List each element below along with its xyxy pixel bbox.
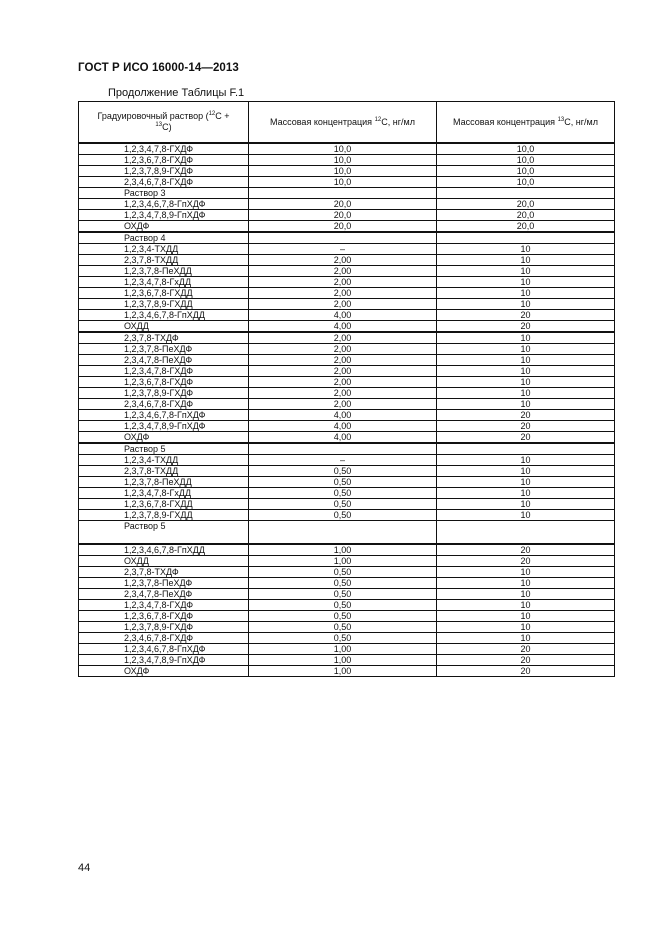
- conc-12c-cell: 0,50: [249, 488, 437, 499]
- table-group-row: [79, 232, 615, 244]
- compound-cell: ОХДД: [79, 321, 249, 333]
- table-row: [79, 477, 615, 488]
- header-mass-conc-13c: Массовая концентрация $^{13}$C, нг/мл: [437, 102, 615, 144]
- compound-cell: 1,2,3,7,8,9-ГХДФ: [79, 388, 249, 399]
- compound-cell: ОХДФ: [79, 221, 249, 233]
- conc-12c-cell: 2,00: [249, 344, 437, 355]
- conc-13c-cell: 10: [437, 366, 615, 377]
- conc-12c-cell: 4,00: [249, 410, 437, 421]
- compound-cell: 1,2,3,4,6,7,8-ГпХДД: [79, 544, 249, 556]
- conc-13c-cell: 20: [437, 410, 615, 421]
- conc-12c-cell: 0,50: [249, 622, 437, 633]
- table-row: [79, 578, 615, 589]
- table-row: [79, 143, 615, 155]
- compound-cell: 2,3,4,6,7,8-ГХДФ: [79, 399, 249, 410]
- conc-12c-cell: 1,00: [249, 544, 437, 556]
- conc-12c-cell: 0,50: [249, 600, 437, 611]
- conc-13c-cell: 10: [437, 589, 615, 600]
- conc-13c-cell: 10: [437, 388, 615, 399]
- compound-cell: 1,2,3,4,7,8-ГХДФ: [79, 366, 249, 377]
- table-row: [79, 510, 615, 521]
- table-row: [79, 321, 615, 333]
- conc-12c-cell: 1,00: [249, 644, 437, 655]
- header-calibration-solution: Градуировочный раствор ($^{12}$C + $^{13}$C): [79, 102, 249, 144]
- conc-12c-cell: [249, 443, 437, 455]
- conc-13c-cell: 20: [437, 544, 615, 556]
- table-row: [79, 633, 615, 644]
- table-row: [79, 288, 615, 299]
- conc-13c-cell: 10: [437, 466, 615, 477]
- conc-13c-cell: 10: [437, 510, 615, 521]
- conc-13c-cell: 10: [437, 578, 615, 589]
- table-row: [79, 299, 615, 310]
- conc-13c-cell: 10: [437, 477, 615, 488]
- table-row: [79, 644, 615, 655]
- conc-12c-cell: 4,00: [249, 421, 437, 432]
- compound-cell: 1,2,3,4,6,7,8-ГпХДФ: [79, 199, 249, 210]
- conc-13c-cell: [437, 443, 615, 455]
- conc-13c-cell: 20: [437, 310, 615, 321]
- table-group-row: [79, 521, 615, 545]
- compound-cell: ОХДФ: [79, 666, 249, 677]
- table-row: [79, 410, 615, 421]
- conc-13c-cell: 10,0: [437, 166, 615, 177]
- conc-13c-cell: 20: [437, 655, 615, 666]
- compound-cell: Раствор 5: [79, 521, 249, 545]
- conc-13c-cell: 20,0: [437, 221, 615, 233]
- compound-cell: 1,2,3,4,6,7,8-ГпХДФ: [79, 644, 249, 655]
- conc-13c-cell: 10: [437, 288, 615, 299]
- compound-cell: 1,2,3,7,8,9-ГХДФ: [79, 622, 249, 633]
- conc-13c-cell: 20: [437, 666, 615, 677]
- conc-13c-cell: 20,0: [437, 210, 615, 221]
- table-row: [79, 332, 615, 344]
- conc-13c-cell: 10: [437, 611, 615, 622]
- conc-13c-cell: [437, 521, 615, 545]
- conc-12c-cell: 0,50: [249, 611, 437, 622]
- conc-13c-cell: 20: [437, 321, 615, 333]
- compound-cell: 1,2,3,7,8-ПеХДФ: [79, 344, 249, 355]
- table-caption: Продолжение Таблицы F.1: [108, 87, 245, 99]
- conc-13c-cell: 20: [437, 556, 615, 567]
- compound-cell: ОХДФ: [79, 432, 249, 444]
- compound-cell: 2,3,4,7,8-ПеХДФ: [79, 355, 249, 366]
- compound-cell: 1,2,3,7,8-ПеХДД: [79, 266, 249, 277]
- conc-12c-cell: 2,00: [249, 299, 437, 310]
- conc-12c-cell: –: [249, 244, 437, 255]
- table-row: [79, 488, 615, 499]
- conc-12c-cell: 0,50: [249, 477, 437, 488]
- conc-13c-cell: 20,0: [437, 199, 615, 210]
- compound-cell: 1,2,3,6,7,8-ГХДД: [79, 288, 249, 299]
- table-row: [79, 466, 615, 477]
- conc-13c-cell: 10: [437, 377, 615, 388]
- conc-13c-cell: 10: [437, 455, 615, 466]
- conc-12c-cell: 0,50: [249, 499, 437, 510]
- compound-cell: 2,3,7,8-ТХДД: [79, 466, 249, 477]
- compound-cell: ОХДД: [79, 556, 249, 567]
- conc-13c-cell: 10: [437, 622, 615, 633]
- table-row: [79, 399, 615, 410]
- compound-cell: 1,2,3,4,7,8,9-ГпХДФ: [79, 421, 249, 432]
- compound-cell: 1,2,3,7,8,9-ГХДД: [79, 299, 249, 310]
- conc-12c-cell: 2,00: [249, 377, 437, 388]
- conc-13c-cell: 10: [437, 488, 615, 499]
- compound-cell: 1,2,3,4-ТХДД: [79, 244, 249, 255]
- conc-12c-cell: 2,00: [249, 388, 437, 399]
- table-row: [79, 600, 615, 611]
- table-group-row: [79, 188, 615, 199]
- table-row: [79, 432, 615, 444]
- conc-12c-cell: 10,0: [249, 166, 437, 177]
- conc-12c-cell: 1,00: [249, 556, 437, 567]
- table-row: [79, 277, 615, 288]
- table-row: [79, 611, 615, 622]
- table-row: [79, 155, 615, 166]
- conc-12c-cell: 2,00: [249, 366, 437, 377]
- conc-12c-cell: [249, 232, 437, 244]
- conc-12c-cell: –: [249, 455, 437, 466]
- conc-13c-cell: 10: [437, 332, 615, 344]
- conc-13c-cell: 10,0: [437, 143, 615, 155]
- conc-12c-cell: 0,50: [249, 578, 437, 589]
- conc-12c-cell: 10,0: [249, 143, 437, 155]
- compound-cell: 1,2,3,7,8-ПеХДД: [79, 477, 249, 488]
- conc-13c-cell: 10: [437, 344, 615, 355]
- conc-12c-cell: 2,00: [249, 266, 437, 277]
- conc-13c-cell: 10: [437, 255, 615, 266]
- conc-12c-cell: 1,00: [249, 666, 437, 677]
- compound-cell: 1,2,3,6,7,8-ГХДФ: [79, 611, 249, 622]
- page-number: 44: [78, 862, 91, 874]
- table-row: [79, 210, 615, 221]
- table-row: [79, 622, 615, 633]
- compound-cell: 2,3,4,6,7,8-ГХДФ: [79, 633, 249, 644]
- table-row: [79, 455, 615, 466]
- compound-cell: 1,2,3,4-ТХДД: [79, 455, 249, 466]
- table-row: [79, 544, 615, 556]
- table-row: [79, 266, 615, 277]
- compound-cell: 1,2,3,4,7,8,9-ГпХДФ: [79, 210, 249, 221]
- table-row: [79, 377, 615, 388]
- conc-12c-cell: 4,00: [249, 321, 437, 333]
- compound-cell: 1,2,3,7,8,9-ГХДФ: [79, 166, 249, 177]
- conc-13c-cell: 10: [437, 277, 615, 288]
- conc-12c-cell: 10,0: [249, 155, 437, 166]
- conc-12c-cell: 2,00: [249, 255, 437, 266]
- table-row: [79, 589, 615, 600]
- compound-cell: 1,2,3,7,8-ПеХДФ: [79, 578, 249, 589]
- conc-12c-cell: 1,00: [249, 655, 437, 666]
- table-row: [79, 655, 615, 666]
- table-row: [79, 666, 615, 677]
- table-group-row: [79, 443, 615, 455]
- conc-13c-cell: 10: [437, 399, 615, 410]
- calibration-table: [78, 101, 615, 677]
- compound-cell: Раствор 3: [79, 188, 249, 199]
- conc-13c-cell: 20: [437, 432, 615, 444]
- conc-12c-cell: 0,50: [249, 633, 437, 644]
- conc-12c-cell: [249, 521, 437, 545]
- conc-12c-cell: 4,00: [249, 310, 437, 321]
- compound-cell: 1,2,3,6,7,8-ГХДФ: [79, 155, 249, 166]
- conc-13c-cell: 10,0: [437, 155, 615, 166]
- conc-13c-cell: 10,0: [437, 177, 615, 188]
- document-standard-title: ГОСТ Р ИСО 16000-14—2013: [78, 62, 239, 74]
- compound-cell: 1,2,3,4,7,8-ГХДФ: [79, 143, 249, 155]
- table-row: [79, 177, 615, 188]
- compound-cell: 1,2,3,6,7,8-ГХДФ: [79, 377, 249, 388]
- compound-cell: 1,2,3,4,7,8-ГХДФ: [79, 600, 249, 611]
- compound-cell: 1,2,3,4,7,8,9-ГпХДФ: [79, 655, 249, 666]
- conc-13c-cell: 10: [437, 266, 615, 277]
- table-row: [79, 244, 615, 255]
- table-row: [79, 556, 615, 567]
- conc-13c-cell: 10: [437, 299, 615, 310]
- table-row: [79, 166, 615, 177]
- conc-13c-cell: 10: [437, 567, 615, 578]
- conc-13c-cell: [437, 188, 615, 199]
- conc-12c-cell: 2,00: [249, 399, 437, 410]
- conc-13c-cell: [437, 232, 615, 244]
- table-row: [79, 567, 615, 578]
- compound-cell: 1,2,3,4,6,7,8-ГпХДД: [79, 310, 249, 321]
- compound-cell: 1,2,3,6,7,8-ГХДД: [79, 499, 249, 510]
- table-row: [79, 366, 615, 377]
- conc-12c-cell: 0,50: [249, 567, 437, 578]
- table-row: [79, 310, 615, 321]
- conc-13c-cell: 10: [437, 355, 615, 366]
- compound-cell: Раствор 4: [79, 232, 249, 244]
- conc-12c-cell: 10,0: [249, 177, 437, 188]
- compound-cell: 1,2,3,4,7,8-ГхДД: [79, 488, 249, 499]
- compound-cell: 1,2,3,7,8,9-ГХДД: [79, 510, 249, 521]
- conc-13c-cell: 10: [437, 244, 615, 255]
- table-row: [79, 255, 615, 266]
- compound-cell: 2,3,7,8-ТХДФ: [79, 567, 249, 578]
- conc-13c-cell: 10: [437, 499, 615, 510]
- conc-13c-cell: 10: [437, 600, 615, 611]
- compound-cell: Раствор 5: [79, 443, 249, 455]
- conc-12c-cell: 2,00: [249, 332, 437, 344]
- table-row: [79, 344, 615, 355]
- conc-13c-cell: 20: [437, 421, 615, 432]
- conc-12c-cell: 2,00: [249, 355, 437, 366]
- conc-12c-cell: 20,0: [249, 199, 437, 210]
- conc-12c-cell: [249, 188, 437, 199]
- table-row: [79, 221, 615, 233]
- table-row: [79, 199, 615, 210]
- conc-12c-cell: 0,50: [249, 589, 437, 600]
- conc-12c-cell: 0,50: [249, 466, 437, 477]
- conc-12c-cell: 2,00: [249, 277, 437, 288]
- conc-12c-cell: 4,00: [249, 432, 437, 444]
- table-row: [79, 499, 615, 510]
- table-header-row: [79, 102, 615, 144]
- compound-cell: 2,3,4,7,8-ПеХДФ: [79, 589, 249, 600]
- compound-cell: 2,3,7,8-ТХДФ: [79, 332, 249, 344]
- table-row: [79, 421, 615, 432]
- compound-cell: 2,3,4,6,7,8-ГХДФ: [79, 177, 249, 188]
- table-row: [79, 388, 615, 399]
- compound-cell: 1,2,3,4,7,8-ГхДД: [79, 277, 249, 288]
- conc-12c-cell: 0,50: [249, 510, 437, 521]
- compound-cell: 1,2,3,4,6,7,8-ГпХДФ: [79, 410, 249, 421]
- conc-12c-cell: 20,0: [249, 221, 437, 233]
- header-mass-conc-12c: Массовая концентрация $^{12}$C, нг/мл: [249, 102, 437, 144]
- conc-13c-cell: 20: [437, 644, 615, 655]
- conc-12c-cell: 20,0: [249, 210, 437, 221]
- conc-13c-cell: 10: [437, 633, 615, 644]
- table-row: [79, 355, 615, 366]
- conc-12c-cell: 2,00: [249, 288, 437, 299]
- compound-cell: 2,3,7,8-ТХДД: [79, 255, 249, 266]
